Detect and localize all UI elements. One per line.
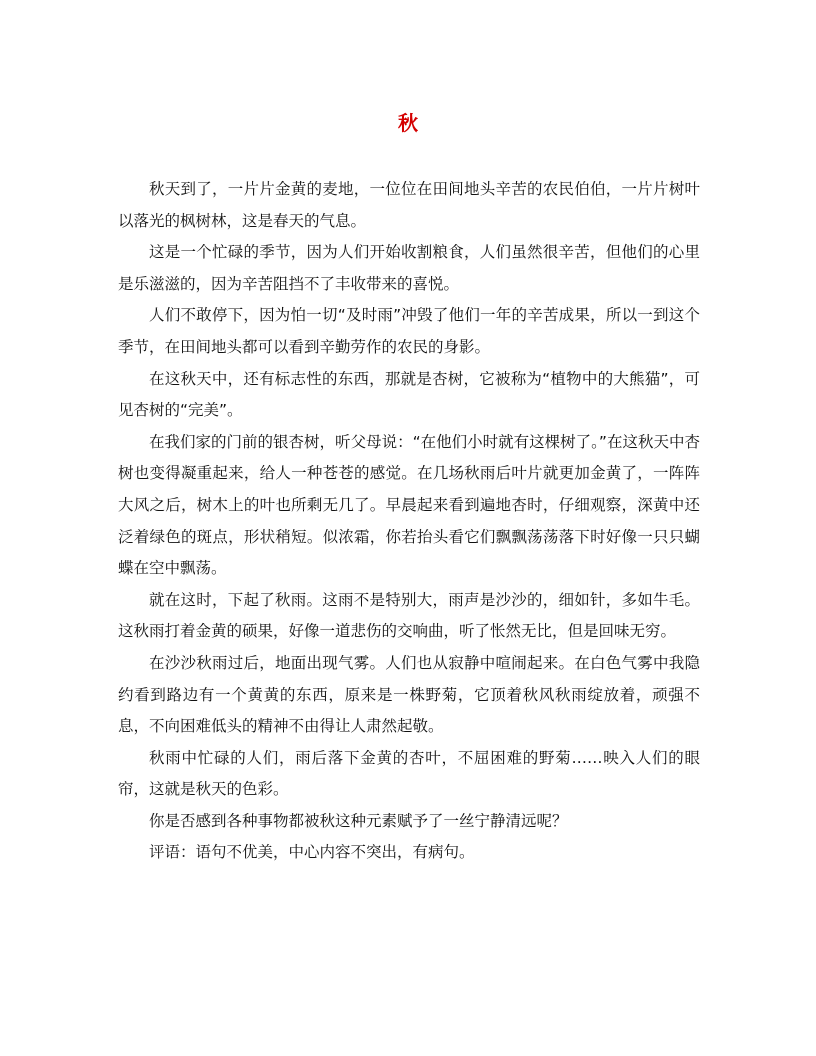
paragraph-6: 就在这时，下起了秋雨。这雨不是特别大，雨声是沙沙的，细如针，多如牛毛。这秋雨打着金黄的硕果，好像一道悲伤的交响曲，听了怅然无比，但是回味无穷。 [118,590,700,641]
paragraph-4: 在这秋天中，还有标志性的东西，那就是杏树，它被称为“植物中的大熊猫”，可见杏树的“完美”。 [118,369,700,420]
paragraph-5: 在我们家的门前的银杏树，听父母说：“在他们小时就有这棵树了。”在这秋天中杏树也变得凝重起来，给人一种苍苍的感觉。在几场秋雨后叶片就更加金黄了，一阵阵大风之后，树木上的叶也所剩无几了。早晨起来看到遍地杏时，仔细观察，深黄中还泛着绿色的斑点，形状稍短。似浓霜，你若抬头看它们飘飘荡荡落下时好像一只只蝴蝶在空中飘荡。 [118,432,700,578]
teacher-comment: 评语：语句不优美，中心内容不突出，有病句。 [149,843,475,862]
paragraph-9: 你是否感到各种事物都被秋这种元素赋予了一丝宁静清远呢？ [149,811,568,830]
paragraph-7: 在沙沙秋雨过后，地面出现气雾。人们也从寂静中喧闹起来。在白色气雾中我隐约看到路边有一个黄黄的东西，原来是一株野菊，它顶着秋风秋雨绽放着，顽强不息，不向困难低头的精神不由得让人肃然起敬。 [118,653,700,736]
essay-body [118,174,700,869]
paragraph-3: 人们不敢停下，因为怕一切“及时雨”冲毁了他们一年的辛苦成果，所以一到这个季节，在田间地头都可以看到辛勤劳作的农民的身影。 [118,306,700,356]
paragraph-2: 这是一个忙碌的季节，因为人们开始收割粮食，人们虽然很辛苦，但他们的心里是乐滋滋的，因为辛苦阻挡不了丰收带来的喜悦。 [118,243,700,293]
paragraph-1: 秋天到了，一片片金黄的麦地，一位位在田间地头辛苦的农民伯伯，一片片树叶以落光的枫树林，这是春天的气息。 [118,180,700,230]
essay-title: 秋 [398,111,418,135]
paragraph-8: 秋雨中忙碌的人们，雨后落下金黄的杏叶，不屈困难的野菊……映入人们的眼帘，这就是秋天的色彩。 [118,748,700,799]
